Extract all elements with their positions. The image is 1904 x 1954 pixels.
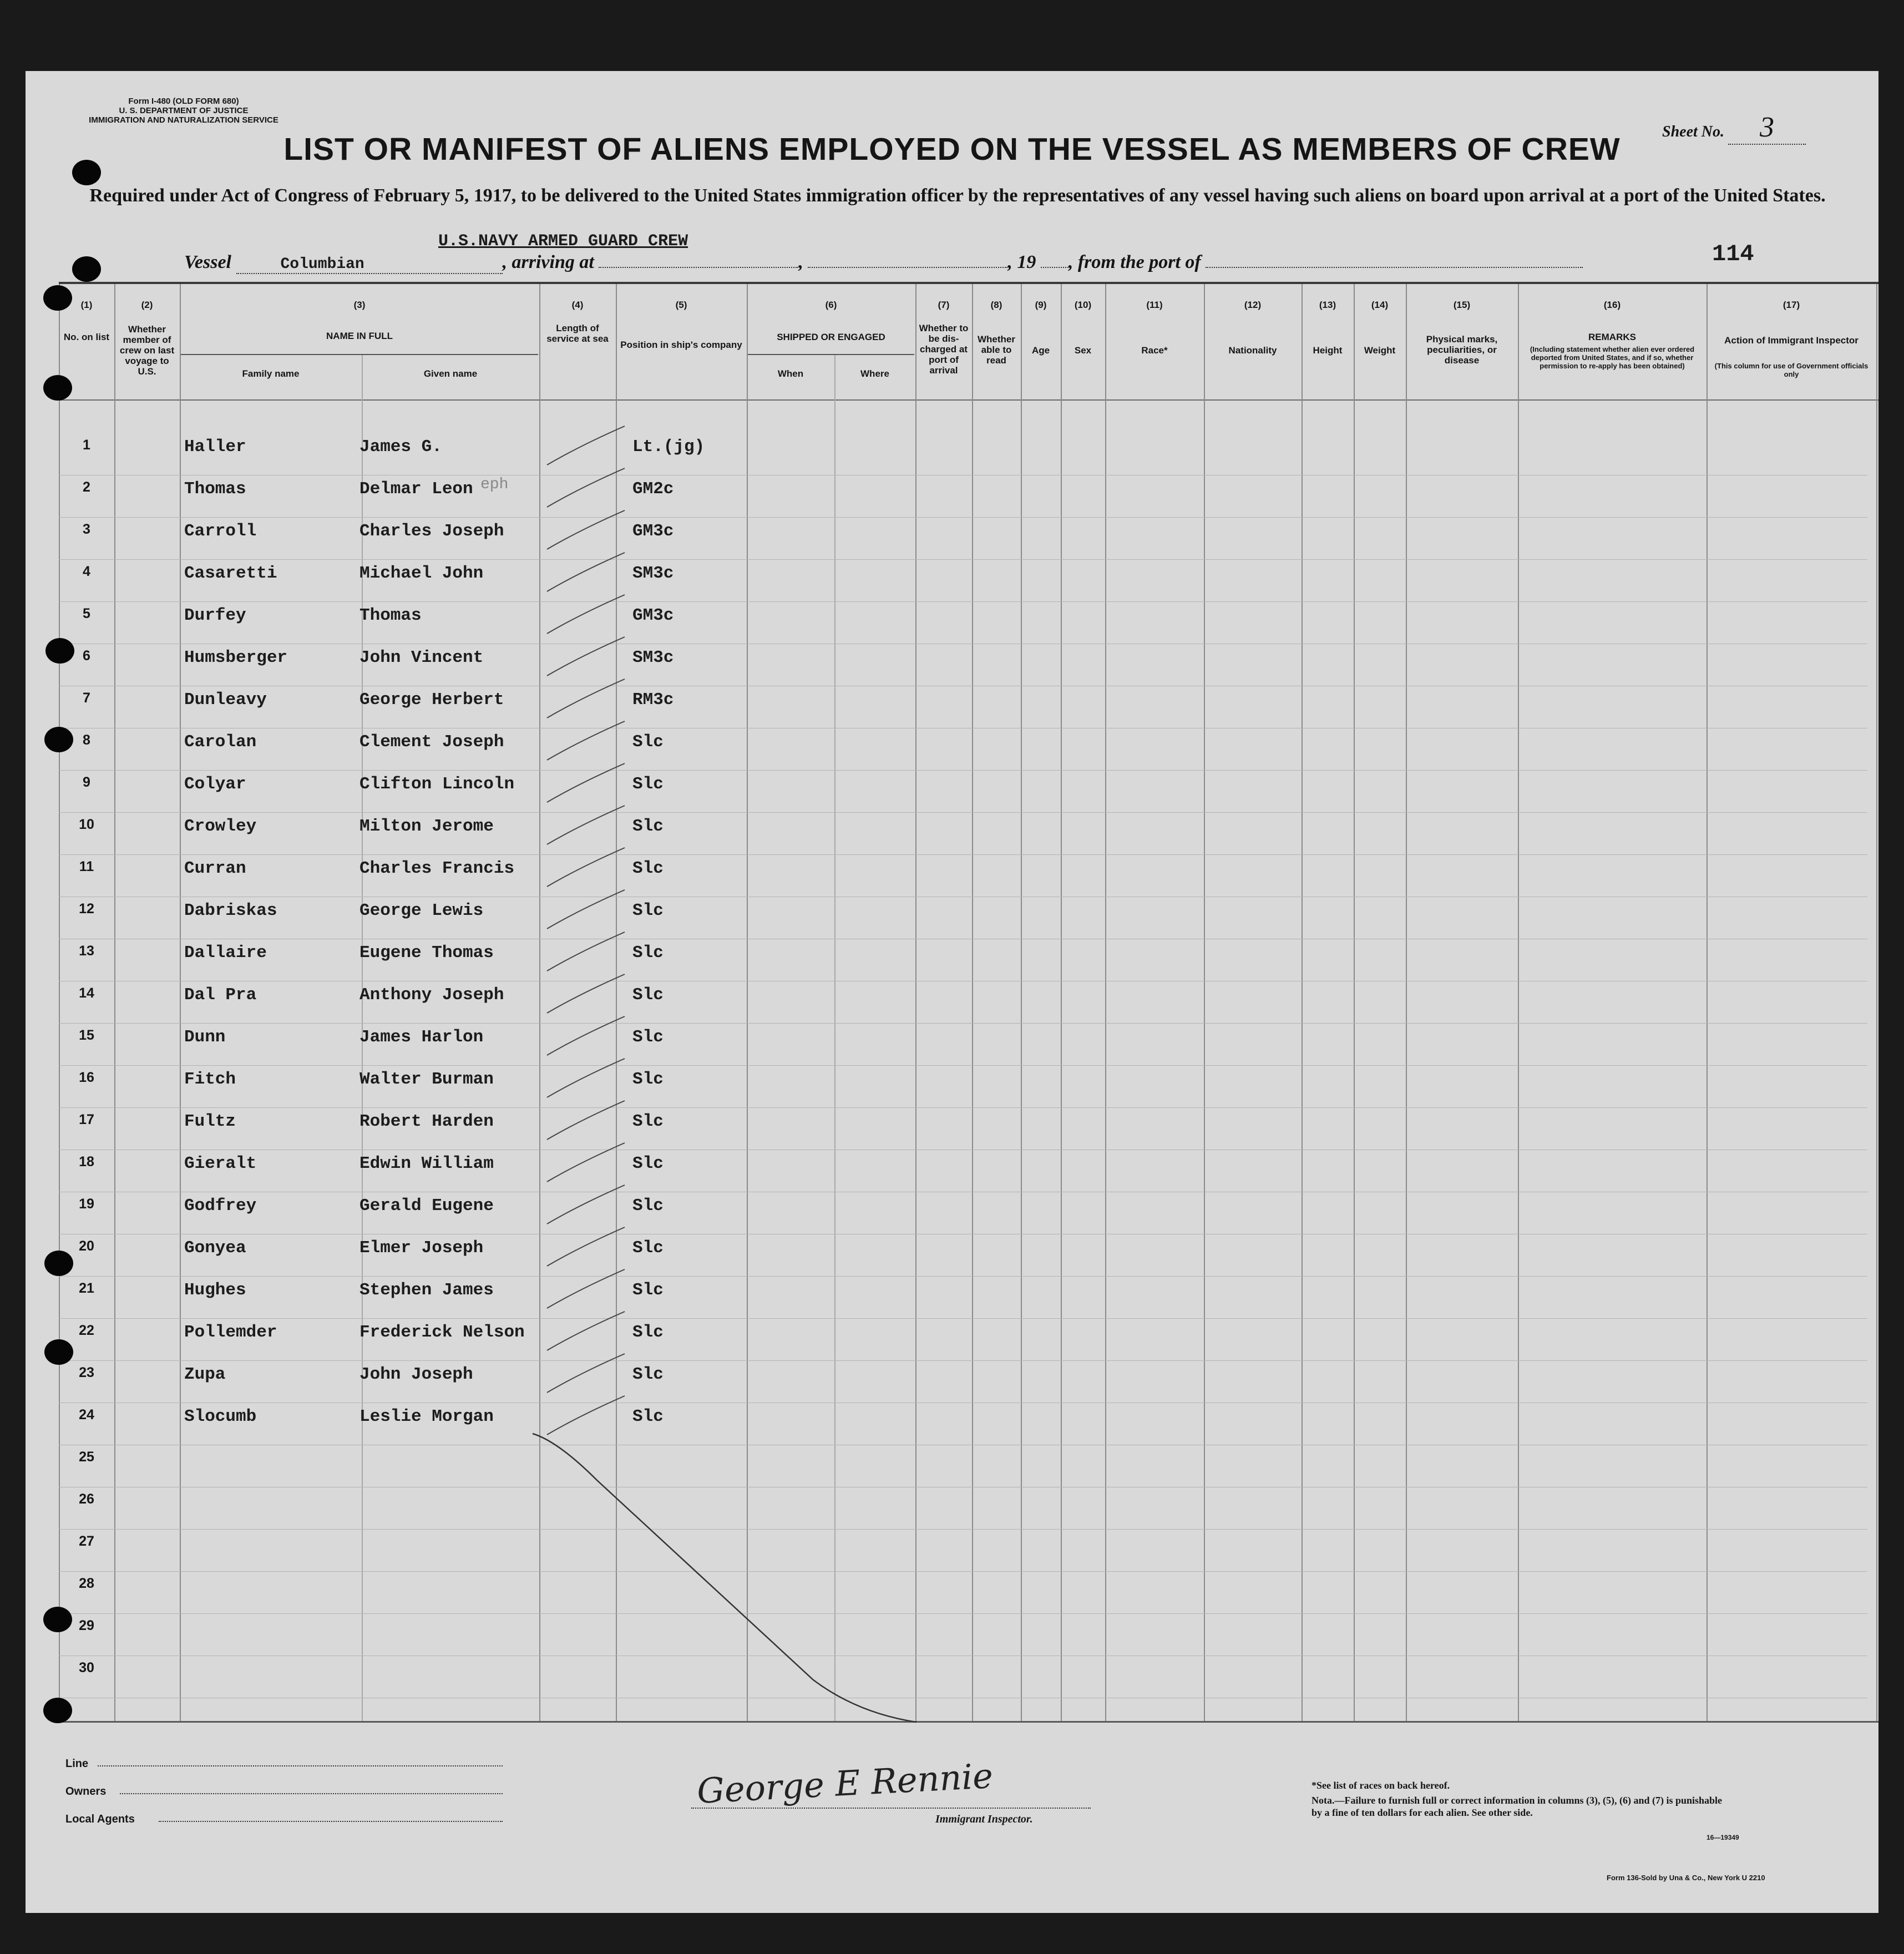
row-number: 11 (79, 859, 94, 874)
position: Slc (632, 1238, 664, 1258)
pencil-tick (547, 1143, 625, 1182)
agents-label: Local Agents (65, 1813, 135, 1825)
row-number: 3 (83, 522, 90, 537)
position: Slc (632, 1112, 664, 1131)
pencil-tick (547, 848, 625, 887)
col3-family-label: Family name (242, 368, 300, 379)
col8-label: Whether able to read (978, 334, 1015, 366)
col16-num: (16) (1603, 300, 1621, 310)
sheet-no-label: Sheet No. (1662, 123, 1724, 140)
given-name: Clifton Lincoln (359, 774, 515, 794)
given-name: Elmer Joseph (359, 1238, 484, 1258)
inspector-signature: George E Rennie (696, 1755, 994, 1811)
row-number: 20 (79, 1238, 94, 1254)
family-name: Casaretti (184, 564, 277, 583)
pencil-tick (547, 1312, 625, 1350)
department-name: U. S. DEPARTMENT OF JUSTICE (119, 106, 249, 115)
vessel-line: Vessel Columbian , arriving at , , 19 , from the port of (184, 252, 1826, 274)
owners-label: Owners (65, 1785, 107, 1798)
pencil-tick (547, 510, 625, 549)
pencil-tick (547, 553, 625, 591)
row-number: 29 (79, 1618, 94, 1633)
requirement-text: Required under Act of Congress of February 5, 1917, to be delivered to the United States immigration officer by the representatives of any vessel having such aliens on board upon arrival at a port of the United States. (89, 185, 1826, 206)
position: Slc (632, 1070, 664, 1089)
pencil-tick (547, 1227, 625, 1266)
row-number: 15 (79, 1027, 94, 1043)
given-name: James Harlon (359, 1027, 484, 1047)
punch-hole (72, 160, 101, 185)
form-code: 16—19349 (1706, 1834, 1739, 1841)
col3-label: NAME IN FULL (326, 331, 393, 341)
pencil-tick (547, 1396, 625, 1435)
given-name: Robert Harden (359, 1112, 494, 1131)
col6-where-label: Where (860, 368, 889, 379)
col14-num: (14) (1371, 300, 1389, 310)
family-name: Dunn (184, 1027, 226, 1047)
page-title: LIST OR MANIFEST OF ALIENS EMPLOYED ON THE VESSEL AS MEMBERS OF CREW (283, 131, 1621, 167)
row-number: 27 (79, 1533, 94, 1549)
col9-label: Age (1031, 345, 1050, 356)
punch-hole (44, 1251, 73, 1276)
race-note: *See list of races on back hereof. (1311, 1780, 1450, 1791)
col5-num: (5) (675, 300, 687, 310)
given-name: Delmar Leon (359, 479, 473, 499)
family-name: Dal Pra (184, 985, 257, 1005)
given-name: Anthony Joseph (359, 985, 504, 1005)
row-number: 10 (79, 817, 94, 832)
family-name: Pollemder (184, 1323, 277, 1342)
punch-hole (44, 727, 73, 752)
printer-imprint: Form 136-Sold by Una & Co., New York U 2210 (1607, 1874, 1765, 1882)
pencil-tick (547, 637, 625, 676)
col7-num: (7) (938, 300, 950, 310)
family-name: Dallaire (184, 943, 267, 963)
row-number: 16 (79, 1070, 94, 1085)
given-name: George Herbert (359, 690, 504, 710)
row-number: 30 (79, 1660, 94, 1675)
col11-num: (11) (1146, 300, 1163, 310)
form-number: Form I-480 (OLD FORM 680) (128, 97, 239, 106)
position: Slc (632, 943, 664, 963)
page-number: 114 (1712, 241, 1754, 267)
line-label: Line (65, 1758, 89, 1770)
position: Slc (632, 1027, 664, 1047)
given-name: Frederick Nelson (359, 1323, 525, 1342)
agents-field (65, 1813, 135, 1826)
col6-num: (6) (825, 300, 837, 310)
col11-label: Race* (1141, 345, 1168, 356)
given-name: Charles Francis (359, 859, 515, 878)
given-name: Walter Burman (359, 1070, 494, 1089)
vessel-name: Columbian (236, 256, 503, 274)
row-number: 8 (83, 732, 90, 748)
vessel-label: Vessel (184, 252, 231, 272)
punch-hole (43, 375, 72, 401)
row-number: 25 (79, 1449, 94, 1465)
punch-hole (43, 285, 72, 311)
given-name: John Joseph (359, 1365, 473, 1384)
sheet-no-value: 3 (1728, 111, 1806, 145)
col17-note: (This column for use of Government officials only (1714, 362, 1868, 378)
given-name: Thomas (359, 606, 422, 625)
col15-num: (15) (1453, 300, 1471, 310)
pencil-tick (547, 1354, 625, 1393)
col2-num: (2) (141, 300, 153, 310)
col1-label: No. on list (63, 332, 110, 342)
given-name: Clement Joseph (359, 732, 504, 752)
row-number: 9 (83, 774, 90, 790)
col17-label: Action of Immigrant Inspector (1724, 335, 1859, 346)
position: Slc (632, 1280, 664, 1300)
family-name: Thomas (184, 479, 246, 499)
position: SM3c (632, 648, 674, 667)
punch-hole (43, 1607, 72, 1632)
row-number: 22 (79, 1323, 94, 1338)
position: Slc (632, 901, 664, 920)
port-label: , from the port of (1068, 252, 1201, 272)
position: Slc (632, 859, 664, 878)
pencil-tick (547, 890, 625, 929)
pencil-tick (547, 426, 625, 465)
overstruck-text: eph (480, 476, 509, 493)
given-name: Michael John (359, 564, 484, 583)
row-number: 6 (83, 648, 90, 664)
col2-label: Whether member of crew on last voyage to U.S. (119, 324, 175, 377)
row-number: 1 (83, 437, 90, 453)
family-name: Curran (184, 859, 246, 878)
pencil-tick (547, 1059, 625, 1097)
punch-hole (44, 1339, 73, 1365)
arriving-label: , arriving at (502, 252, 594, 272)
pencil-tick (547, 1269, 625, 1308)
family-name: Hughes (184, 1280, 246, 1300)
pencil-tick (547, 932, 625, 971)
row-number: 24 (79, 1407, 94, 1423)
family-name: Durfey (184, 606, 246, 625)
col12-num: (12) (1244, 300, 1262, 310)
position: Lt.(jg) (632, 437, 705, 457)
pencil-tick (547, 1101, 625, 1140)
row-number: 5 (83, 606, 90, 621)
row-number: 12 (79, 901, 94, 917)
position: Slc (632, 774, 664, 794)
col9-num: (9) (1035, 300, 1047, 310)
given-name: Stephen James (359, 1280, 494, 1300)
family-name: Crowley (184, 817, 257, 836)
family-name: Godfrey (184, 1196, 257, 1216)
position: GM3c (632, 522, 674, 541)
col16-note: (Including statement whether alien ever ordered deported from United States, and if so, whether permission to re-apply has been obtained) (1530, 345, 1695, 370)
col6-label: SHIPPED OR ENGAGED (777, 332, 885, 342)
pencil-tick (547, 679, 625, 718)
row-number: 28 (79, 1576, 94, 1591)
position: Slc (632, 1154, 664, 1173)
family-name: Carroll (184, 522, 257, 541)
pencil-tick (547, 974, 625, 1013)
given-name: Eugene Thomas (359, 943, 494, 963)
row-number: 4 (83, 564, 90, 579)
family-name: Gonyea (184, 1238, 246, 1258)
pencil-tick (547, 468, 625, 507)
pencil-tick (547, 1016, 625, 1055)
col3-given-label: Given name (423, 368, 478, 379)
year-label: , 19 (1007, 252, 1036, 272)
pencil-tick (547, 806, 625, 844)
nota-text: Nota.—Failure to furnish full or correct information in columns (3), (5), (6) and (7) is punishable by a fine of ten dollars for each alien. See other side. (1311, 1795, 1723, 1818)
given-name: Edwin William (359, 1154, 494, 1173)
family-name: Gieralt (184, 1154, 257, 1173)
col10-num: (10) (1074, 300, 1092, 310)
position: Slc (632, 732, 664, 752)
given-name: George Lewis (359, 901, 484, 920)
inspector-label: Immigrant Inspector. (935, 1813, 1033, 1825)
col5-label: Position in ship's company (620, 340, 742, 350)
position: RM3c (632, 690, 674, 710)
col13-label: Height (1313, 345, 1343, 356)
given-name: Milton Jerome (359, 817, 494, 836)
position: Slc (632, 817, 664, 836)
col4-label: Length of service at sea (546, 323, 609, 344)
col12-label: Nationality (1228, 345, 1277, 356)
position: GM2c (632, 479, 674, 499)
given-name: John Vincent (359, 648, 484, 667)
col13-num: (13) (1319, 300, 1336, 310)
row-number: 18 (79, 1154, 94, 1170)
given-name: James G. (359, 437, 442, 457)
pencil-tick (547, 763, 625, 802)
col3-num: (3) (353, 300, 366, 310)
pencil-tick (547, 1185, 625, 1224)
row-number: 17 (79, 1112, 94, 1127)
position: Slc (632, 1196, 664, 1216)
owners-field (65, 1785, 106, 1798)
family-name: Dabriskas (184, 901, 277, 920)
given-name: Charles Joseph (359, 522, 504, 541)
service-name: IMMIGRATION AND NATURALIZATION SERVICE (89, 115, 278, 125)
punch-hole (72, 256, 101, 282)
col15-label: Physical marks, peculiarities, or disease (1426, 334, 1498, 366)
position: Slc (632, 1407, 664, 1426)
family-name: Fultz (184, 1112, 236, 1131)
col16-label: REMARKS (1588, 332, 1636, 342)
family-name: Colyar (184, 774, 246, 794)
given-name: Leslie Morgan (359, 1407, 494, 1426)
col17-num: (17) (1783, 300, 1800, 310)
vessel-typed-heading: U.S.NAVY ARMED GUARD CREW (438, 232, 688, 251)
row-number: 13 (79, 943, 94, 959)
family-name: Humsberger (184, 648, 288, 667)
punch-hole (45, 638, 74, 664)
col6-when-label: When (777, 368, 804, 379)
pencil-tick (547, 595, 625, 634)
col7-label: Whether to be dis-charged at port of arrival (919, 323, 969, 376)
given-name: Gerald Eugene (359, 1196, 494, 1216)
family-name: Slocumb (184, 1407, 257, 1426)
family-name: Dunleavy (184, 690, 267, 710)
manifest-sheet (26, 71, 1878, 1913)
line-field (65, 1758, 88, 1770)
position: SM3c (632, 564, 674, 583)
position: Slc (632, 1365, 664, 1384)
row-number: 21 (79, 1280, 94, 1296)
position: Slc (632, 985, 664, 1005)
family-name: Haller (184, 437, 246, 457)
row-number: 7 (83, 690, 90, 706)
pencil-tick (547, 721, 625, 760)
row-number: 2 (83, 479, 90, 495)
col14-label: Weight (1364, 345, 1396, 356)
col4-num: (4) (571, 300, 584, 310)
row-number: 26 (79, 1491, 94, 1507)
pencil-marks (26, 71, 1878, 1913)
position: GM3c (632, 606, 674, 625)
col8-num: (8) (990, 300, 1002, 310)
col1-num: (1) (80, 300, 93, 310)
punch-hole (43, 1698, 72, 1723)
position: Slc (632, 1323, 664, 1342)
family-name: Carolan (184, 732, 257, 752)
row-number: 23 (79, 1365, 94, 1380)
col10-label: Sex (1074, 345, 1092, 356)
closing-pencil-line (533, 1434, 916, 1722)
family-name: Zupa (184, 1365, 226, 1384)
family-name: Fitch (184, 1070, 236, 1089)
row-number: 19 (79, 1196, 94, 1212)
row-number: 14 (79, 985, 94, 1001)
